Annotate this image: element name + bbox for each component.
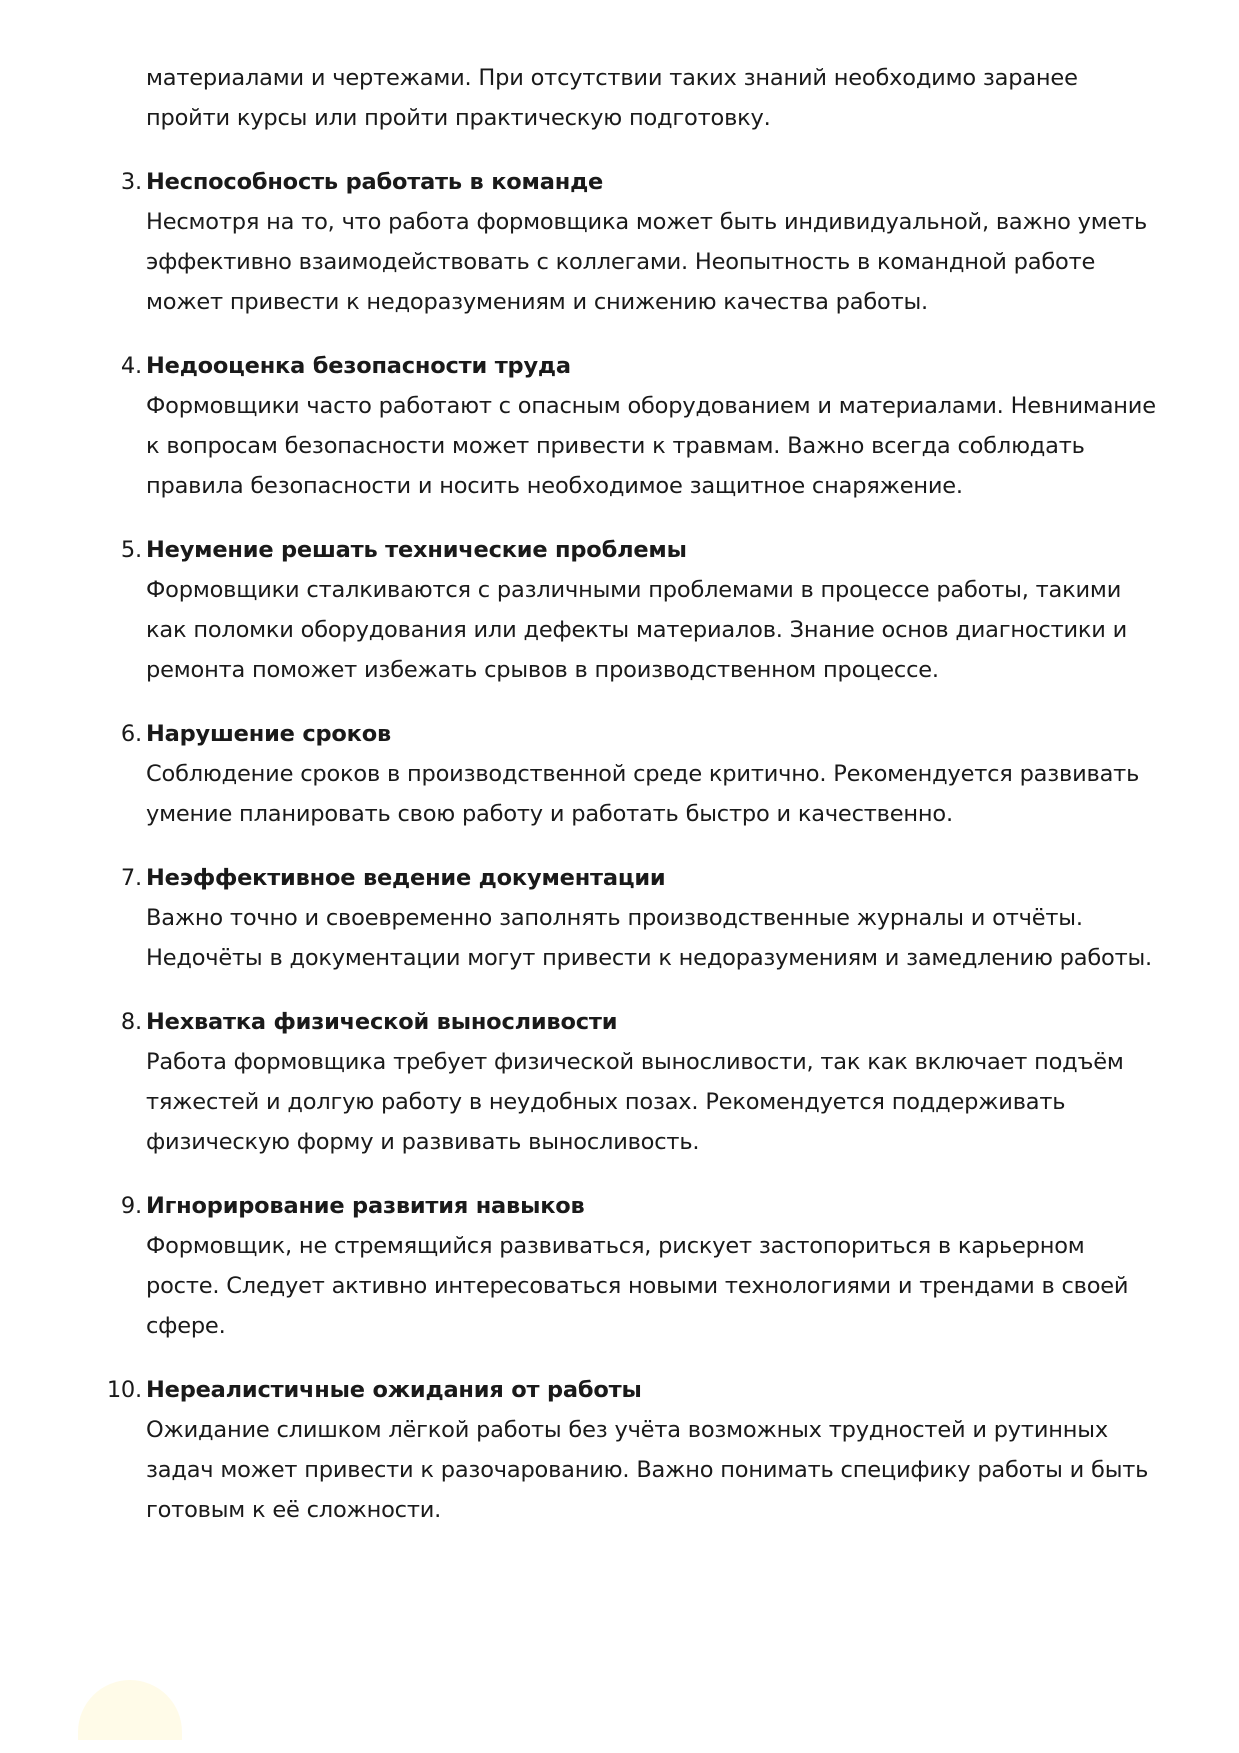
item-body: Работа формовщика требует физической выносливости, так как включает подъём тяжестей и долгую работу в неудобных позах. Рекомендуется поддерживать физическую форму и развивать выносливость. [146, 1049, 1124, 1155]
list-item [106, 1370, 1156, 1530]
mistakes-list [106, 162, 1156, 1530]
item-body: Соблюдение сроков в производственной среде критично. Рекомендуется развивать умение планировать свою работу и работать быстро и качественно. [146, 761, 1140, 827]
item-number: 7. [120, 865, 142, 891]
list-item [120, 1002, 1156, 1162]
item-number: 9. [120, 1193, 142, 1219]
item-title: Неумение решать технические проблемы [146, 537, 687, 563]
item-title: Неэффективное ведение документации [146, 865, 666, 891]
item-title: Нехватка физической выносливости [146, 1009, 618, 1035]
document-content [106, 58, 1156, 1554]
item-body: Важно точно и своевременно заполнять производственные журналы и отчёты. Недочёты в документации могут привести к недоразумениям и замедлению работы. [146, 905, 1152, 971]
lead-paragraph: материалами и чертежами. При отсутствии таких знаний необходимо заранее пройти курсы или пройти практическую подготовку. [146, 65, 1078, 131]
item-body: Несмотря на то, что работа формовщика может быть индивидуальной, важно уметь эффективно взаимодействовать с коллегами. Неопытность в командной работе может привести к недоразумениям и снижению качества работы. [146, 209, 1148, 315]
item-body: Формовщики часто работают с опасным оборудованием и материалами. Невнимание к вопросам безопасности может привести к травмам. Важно всегда соблюдать правила безопасности и носить необходимое защитное снаряжение. [146, 393, 1156, 499]
item-number: 3. [120, 169, 142, 195]
item-body: Формовщик, не стремящийся развиваться, рискует застопориться в карьерном росте. Следует активно интересоваться новыми технологиями и трендами в своей сфере. [146, 1233, 1129, 1339]
item-title: Неспособность работать в команде [146, 169, 604, 195]
item-title: Игнорирование развития навыков [146, 1193, 585, 1219]
item-number: 4. [120, 353, 142, 379]
item-number: 8. [120, 1009, 142, 1035]
list-item [120, 1186, 1156, 1346]
item-title: Нарушение сроков [146, 721, 392, 747]
decorative-corner-shape [78, 1680, 182, 1740]
item-body: Ожидание слишком лёгкой работы без учёта возможных трудностей и рутинных задач может привести к разочарованию. Важно понимать специфику работы и быть готовым к её сложности. [146, 1417, 1149, 1523]
item-number: 5. [120, 537, 142, 563]
item-number: 6. [120, 721, 142, 747]
item-number: 10. [106, 1377, 142, 1403]
item-title: Недооценка безопасности труда [146, 353, 571, 379]
list-item [120, 714, 1156, 834]
list-item [120, 346, 1156, 506]
list-item [120, 530, 1156, 690]
item-title: Нереалистичные ожидания от работы [146, 1377, 642, 1403]
list-item [120, 858, 1156, 978]
item-body: Формовщики сталкиваются с различными проблемами в процессе работы, такими как поломки оборудования или дефекты материалов. Знание основ диагностики и ремонта поможет избежать срывов в производственном процессе. [146, 577, 1128, 683]
list-item [120, 162, 1156, 322]
